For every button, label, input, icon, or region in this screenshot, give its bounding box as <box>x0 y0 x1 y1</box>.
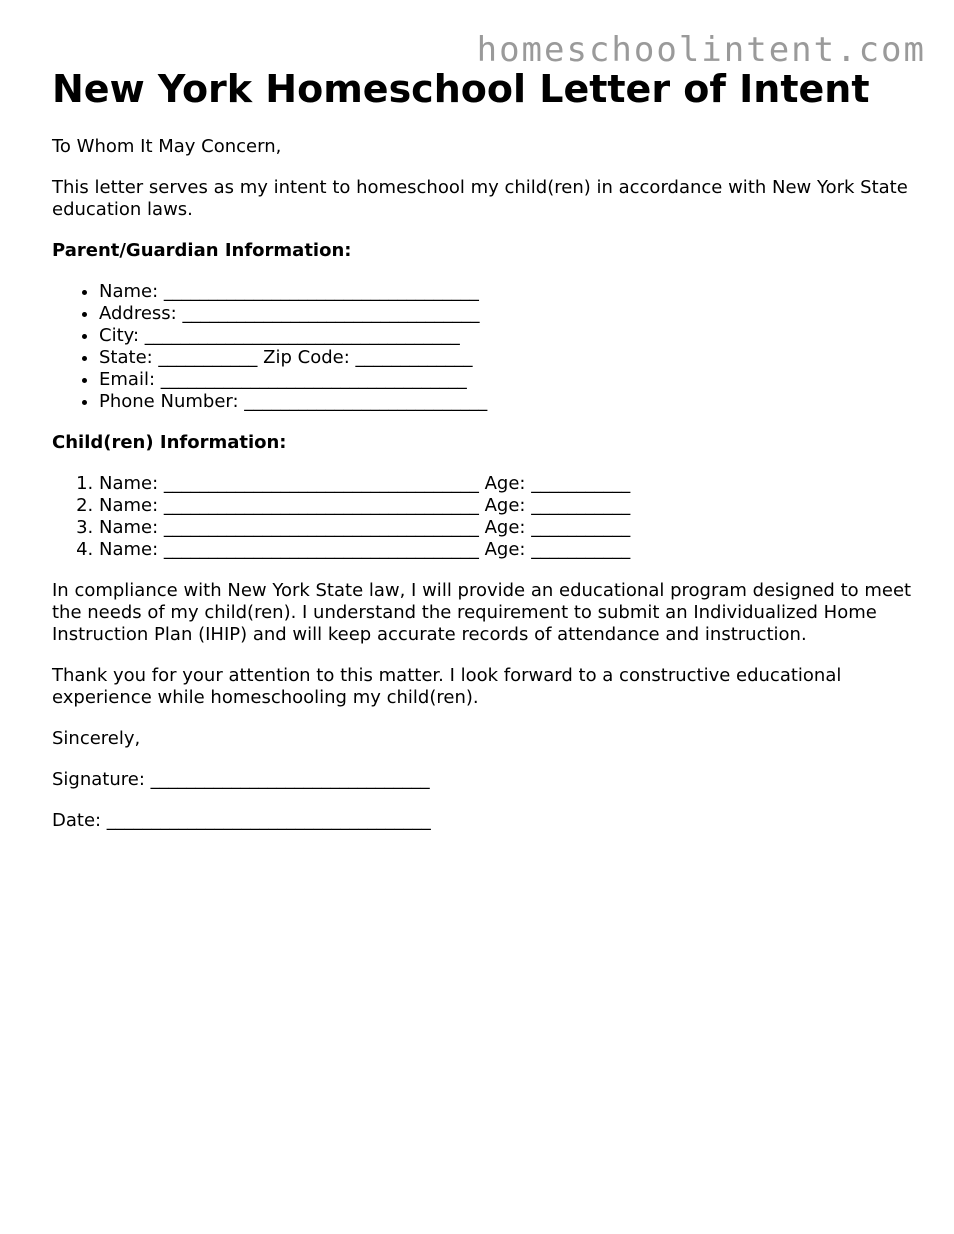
child-entry-3: 3. Name: ___________________________________ Age: ___________ <box>99 517 912 539</box>
parent-city-field: • City: ___________________________________ <box>99 325 912 347</box>
closing: Sincerely, <box>52 728 141 749</box>
salutation: To Whom It May Concern, <box>52 136 282 157</box>
site-watermark: homeschoolintent.com <box>476 30 926 70</box>
child-entry-4: 4. Name: ___________________________________ Age: ___________ <box>99 539 912 561</box>
parent-email-field: • Email: __________________________________ <box>99 369 912 391</box>
child-entry-1: 1. Name: ___________________________________ Age: ___________ <box>99 473 912 495</box>
parent-state-zip-field: • State: ___________ Zip Code: _____________ <box>99 347 912 369</box>
date-line: Date: ____________________________________ <box>52 810 431 831</box>
parent-phone-field: • Phone Number: ___________________________ <box>99 391 912 413</box>
thanks-paragraph: Thank you for your attention to this matter. I look forward to a constructive educational experience while homeschooling my child(ren). <box>52 665 842 708</box>
children-info-list <box>52 473 912 561</box>
letter-document <box>52 66 912 851</box>
parent-name-field: • Name: ___________________________________ <box>99 281 912 303</box>
compliance-paragraph: In compliance with New York State law, I will provide an educational program designed to meet the needs of my child(ren). I understand the requirement to submit an Individualized Home Instruction Plan (IHIP) and will keep accurate records of attendance and instruction. <box>52 580 912 645</box>
parent-section-heading: Parent/Guardian Information: <box>52 240 352 261</box>
child-entry-2: 2. Name: ___________________________________ Age: ___________ <box>99 495 912 517</box>
signature-line: Signature: _______________________________ <box>52 769 430 790</box>
intro-paragraph: This letter serves as my intent to homeschool my child(ren) in accordance with New York State education laws. <box>52 177 908 220</box>
children-section-heading: Child(ren) Information: <box>52 432 287 453</box>
parent-address-field: • Address: _________________________________ <box>99 303 912 325</box>
parent-info-list <box>52 281 912 413</box>
page-title: New York Homeschool Letter of Intent <box>52 67 870 111</box>
